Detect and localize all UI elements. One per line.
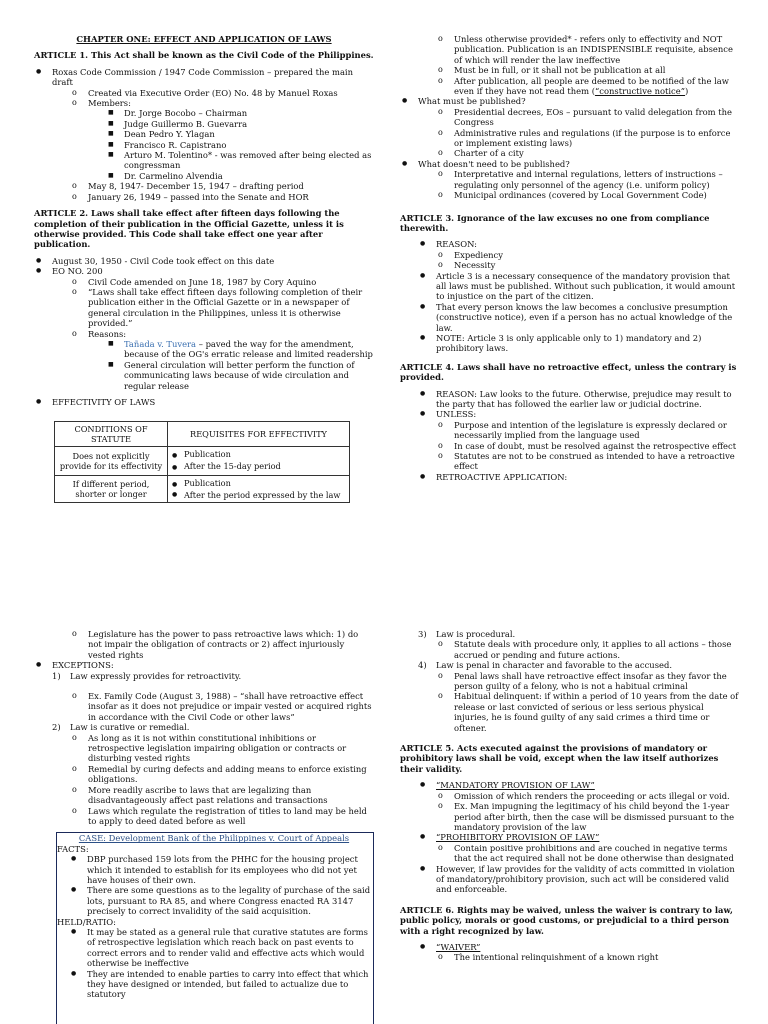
table-row	[55, 476, 350, 503]
cell-item: After the period expressed by the law	[184, 490, 341, 501]
table-cell: If different period, shorter or longer	[55, 476, 168, 503]
cell-item: Publication	[184, 478, 231, 489]
list-item: ● EFFECTIVITY OF LAWS	[34, 397, 374, 407]
held-label: HELD/RATIO:	[57, 916, 116, 927]
list-item: o Created via Executive Order (EO) No. 48 by Manuel Roxas	[34, 88, 374, 98]
article-1: ARTICLE 1. This Act shall be known as the Civil Code of the Philippines.	[34, 50, 374, 61]
list-item-text: “MANDATORY PROVISION OF LAW”	[436, 780, 595, 791]
list-item	[400, 660, 740, 670]
list-number: 4)	[418, 660, 427, 671]
list-item: o Members:	[34, 98, 374, 108]
member-item: ■ Dean Pedro Y. Ylagan	[34, 129, 374, 139]
commission-list	[34, 67, 374, 202]
list-item: o Expediency	[400, 250, 740, 260]
page2-left-column	[34, 617, 374, 1024]
list-item: ● That every person knows the law becomes a conclusive presumption (constructive notice), even if a person has no actual knowledge of the law.	[418, 302, 740, 333]
list-item-text: Law is curative or remedial.	[70, 722, 190, 733]
list-item: ● REASON:	[418, 239, 740, 249]
list-item: ● NOTE: Article 3 is only applicable only to 1) mandatory and 2) prohibitory laws.	[418, 333, 740, 354]
list-item: ● REASON: Law looks to the future. Otherwise, prejudice may result to the party that has followed the earlier law or judicial doctrine.	[418, 389, 740, 410]
list-item: ● They are intended to enable parties to carry into effect that which they have designed or intended, but failed to actualize due to statutory	[69, 969, 371, 1000]
list-item: ● However, if law provides for the validity of acts committed in violation of mandatory/prohibitory provision, such act will be considered valid and enforceable.	[418, 864, 740, 895]
facts-label: FACTS:	[57, 843, 89, 854]
list-item: o Habitual delinquent: if within a period of 10 years from the date of release or last convicted of serious or less serious physical injuries, he is found guilty of any said crimes a third time or oftener.	[400, 691, 740, 733]
case-link-tanada[interactable]: Tañada v. Tuvera	[124, 338, 197, 349]
list-item	[34, 722, 374, 732]
case-title: CASE: Development Bank of the Philippines v. Court of Appeals	[78, 833, 350, 844]
list-item: o As long as it is not within constitutional inhibitions or retrospective legislation impairing obligation or contracts or disturbing vested rights	[34, 733, 374, 764]
list-item: o Reasons:	[34, 329, 374, 339]
list-item	[418, 780, 740, 790]
constructive-notice: “constructive notice”	[595, 86, 685, 97]
list-item: o Purpose and intention of the legislature is expressly declared or necessarily implied from the language used	[400, 420, 740, 441]
table-cell: ● Publication ● After the 15-day period	[168, 447, 350, 476]
list-item: o Administrative rules and regulations (if the purpose is to enforce or implement existing laws)	[400, 128, 740, 149]
list-item: o May 8, 1947- December 15, 1947 – drafting period	[34, 181, 374, 191]
article3-list	[400, 239, 740, 353]
list-item	[418, 832, 740, 842]
effectivity-table	[54, 421, 350, 503]
cell-item: After the 15-day period	[184, 461, 281, 472]
table-header: REQUISITES FOR EFFECTIVITY	[168, 422, 350, 447]
article-2: ARTICLE 2. Laws shall take effect after fifteen days following the completion of their publication in the Official Gazette, unless it is otherwise provided. This Code shall take effect one year after publication.	[34, 208, 344, 250]
list-number: 1)	[52, 670, 61, 681]
list-item-text: )	[684, 86, 689, 97]
list-item: o Interpretative and internal regulations, letters of instructions – regulating only personnel of the agency (i.e. uniform policy)	[400, 169, 740, 190]
case-box	[56, 832, 374, 1024]
member-item: ■ Arturo M. Tolentino* - was removed after being elected as congressman	[34, 150, 374, 171]
list-item: o Necessity	[400, 260, 740, 270]
list-item: o Charter of a city	[400, 148, 740, 158]
member-item: ■ Dr. Jorge Bocobo – Chairman	[34, 108, 374, 118]
article-3: ARTICLE 3. Ignorance of the law excuses no one from compliance therewith.	[400, 212, 710, 233]
page1-right-column	[400, 0, 740, 482]
list-number: 3)	[418, 629, 427, 639]
member-item: ■ Judge Guillermo B. Guevarra	[34, 119, 374, 129]
list-item: ● EXCEPTIONS:	[34, 660, 374, 670]
page2-right-column	[400, 617, 740, 963]
list-item: ● It may be stated as a general rule that curative statutes are forms of retrospective legislation which reach back on past events to correct errors and to render valid and effective acts which would otherwise be ineffective	[69, 927, 371, 969]
list-item-text: After publication, all people are deemed to be notified of the law even if they have not read them (	[454, 75, 729, 97]
list-item: ● What must be published?	[400, 96, 740, 106]
list-item: ● EO NO. 200	[34, 266, 374, 276]
table-row	[55, 447, 350, 476]
list-item: o “Laws shall take effect fifteen days following completion of their publication either in the Official Gazette or in a newspaper of general circulation in the Philippines, unless it is otherwise provided.”	[34, 287, 374, 329]
exceptions-continued-list	[400, 629, 740, 733]
list-item: o January 26, 1949 – passed into the Senate and HOR	[34, 192, 374, 202]
list-item-text: Law is procedural.	[436, 629, 516, 639]
article-6: ARTICLE 6. Rights may be waived, unless the waiver is contrary to law, public policy, morals or good customs, or prejudicial to a third person with a right recognized by law.	[400, 904, 733, 936]
list-item-text: Law expressly provides for retroactivity.	[70, 670, 242, 681]
list-item: o Presidential decrees, EOs – pursuant to valid delegation from the Congress	[400, 107, 740, 128]
list-item	[34, 339, 374, 360]
list-item-text: “WAIVER”	[436, 941, 481, 952]
list-item-text: “PROHIBITORY PROVISION OF LAW”	[436, 832, 600, 843]
list-item: o Unless otherwise provided* - refers only to effectivity and NOT publication. Publication is an INDISPENSIBLE requisite, absence of which will render the law ineffective	[400, 34, 740, 65]
list-item: o Ex. Man impugning the legitimacy of his child beyond the 1-year period after birth, then the case will be dismissed pursuant to the mandatory provision of the law	[400, 801, 740, 832]
article-5: ARTICLE 5. Acts executed against the provisions of mandatory or prohibitory laws shall be void, except when the law itself authorizes their validity.	[400, 743, 719, 774]
list-item: o Penal laws shall have retroactive effect insofar as they favor the person guilty of a felony, who is not a habitual criminal	[400, 671, 740, 692]
list-item: ● UNLESS:	[418, 409, 740, 419]
list-item: o Statutes are not to be construed as intended to have a retroactive effect	[400, 451, 740, 472]
publication-list	[400, 34, 740, 201]
page1-left-column	[34, 0, 374, 503]
table-header-row	[55, 422, 350, 447]
table-cell: ● Publication ● After the period expressed by the law	[168, 476, 350, 503]
list-item: ■ General circulation will better perform the function of communicating laws because of wide circulation and regular release	[34, 360, 374, 391]
list-item: o The intentional relinquishment of a known right	[400, 952, 740, 962]
list-item: ● Article 3 is a necessary consequence of the mandatory provision that all laws must be published. Without such publication, it would amount to injustice on the part of the citizen.	[418, 271, 740, 302]
list-item: o Contain positive prohibitions and are couched in negative terms that the act required shall not be done otherwise than designated	[400, 843, 740, 864]
list-item	[34, 671, 374, 681]
list-item: o Laws which regulate the registration of titles to land may be held to apply to deed dated before as well	[34, 806, 374, 827]
list-item: ● August 30, 1950 - Civil Code took effect on this date	[34, 256, 374, 266]
list-item: o Omission of which renders the proceeding or acts illegal or void.	[400, 791, 740, 801]
table-header: CONDITIONS OF STATUTE	[55, 422, 168, 447]
eo200-list	[34, 256, 374, 408]
list-item: o Remedial by curing defects and adding means to enforce existing obligations.	[34, 764, 374, 785]
list-number: 2)	[52, 722, 61, 733]
list-item: ● Roxas Code Commission / 1947 Code Commission – prepared the main draft	[34, 67, 374, 88]
table-cell: Does not explicitly provide for its effectivity	[55, 447, 168, 476]
cell-item: Publication	[184, 449, 231, 460]
list-item: ● RETROACTIVE APPLICATION:	[418, 472, 740, 482]
list-item	[418, 942, 740, 952]
list-item: o Ex. Family Code (August 3, 1988) – “shall have retroactive effect insofar as it does not prejudice or impair vested or acquired rights in accordance with the Civil Code or other laws”	[34, 691, 374, 722]
list-item-text: Law is penal in character and favorable to the accused.	[436, 660, 672, 671]
held-list	[57, 927, 371, 1000]
list-item: ● What doesn't need to be published?	[400, 159, 740, 169]
list-item: o Statute deals with procedure only, it applies to all actions – those accrued or pending and future actions.	[400, 639, 740, 660]
article6-list	[400, 942, 740, 963]
list-item: o Municipal ordinances (covered by Local Government Code)	[400, 190, 740, 200]
retroactive-list	[34, 629, 374, 826]
article-4: ARTICLE 4. Laws shall have no retroactive effect, unless the contrary is provided.	[400, 361, 737, 383]
member-item: ■ Dr. Carmelino Alvendia	[34, 171, 374, 181]
list-item: o Must be in full, or it shall not be publication at all	[400, 65, 740, 75]
list-item: o Legislature has the power to pass retroactive laws which: 1) do not impair the obligation of contracts or 2) affect injuriously vested rights	[34, 629, 374, 660]
list-item: o Civil Code amended on June 18, 1987 by Cory Aquino	[34, 277, 374, 287]
list-item: o More readily ascribe to laws that are legalizing than disadvantageously affect past relations and transactions	[34, 785, 374, 806]
facts-list	[57, 854, 371, 916]
article5-list	[400, 780, 740, 894]
article4-list	[400, 389, 740, 483]
list-item-text: – paved the way for the amendment, because of the OG's erratic release and limited readership	[124, 338, 373, 360]
chapter-title: CHAPTER ONE: EFFECT AND APPLICATION OF LAWS	[76, 34, 332, 44]
list-item: o In case of doubt, must be resolved against the retrospective effect	[400, 441, 740, 451]
list-item: ● There are some questions as to the legality of purchase of the said lots, pursuant to RA 85, and where Congress enacted RA 3147 precisely to correct invalidity of the said acquisition.	[69, 885, 371, 916]
list-item: ● DBP purchased 159 lots from the PHHC for the housing project which it intended to establish for its employees who did not yet have houses of their own.	[69, 854, 371, 885]
document-page-2	[0, 617, 768, 1024]
list-item	[400, 76, 740, 97]
member-item: ■ Francisco R. Capistrano	[34, 140, 374, 150]
list-item	[400, 629, 740, 639]
